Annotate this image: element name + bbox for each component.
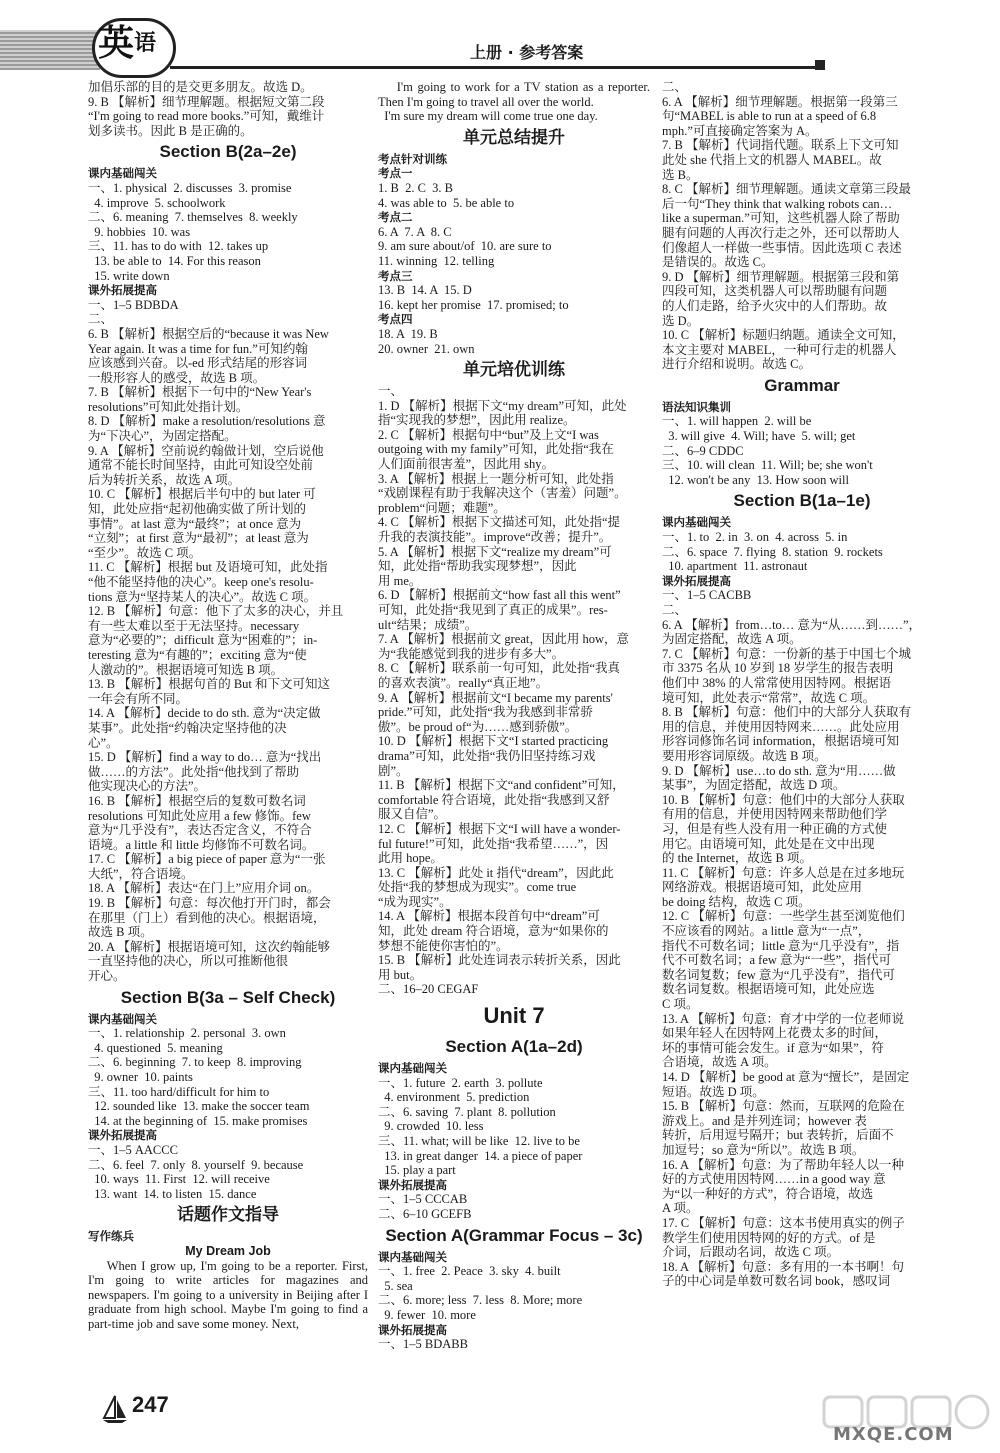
answer-line: 10. C 【解析】标题归纳题。通读全文可知， — [662, 328, 905, 343]
answer-line: 他们中 38% 的人常常使用因特网。根据语 — [662, 675, 892, 690]
essay-paragraph: When I grow up, I'm going to be a reporter. First, I'm going to write articles for magazines and newspapers. I'm going to a university in Beijing after I graduate from high school. Maybe I'm going to find a part-time job and save some money. Next, — [88, 1258, 368, 1331]
section-heading: 单元培优训练 — [463, 360, 565, 380]
answer-line: 一年会有所不同。 — [88, 691, 189, 706]
answer-line: 10. D 【解析】根据下文“I started practicing — [378, 734, 609, 749]
answer-line: 三、10. will clean 11. Will; be; she won't — [662, 458, 873, 473]
answer-line: 13. B 【解析】根据句首的 But 和下文可知这 — [88, 677, 331, 692]
subsection-label: 课外拓展提高 — [378, 1177, 447, 1192]
answer-line: 一、1. physical 2. discusses 3. promise — [88, 180, 292, 195]
answer-line: 的人们走路，给予火灾中的人们帮助。故 — [662, 298, 888, 313]
answer-line: 代不可数名词；a few 意为“一些”，指代可 — [662, 953, 892, 968]
answer-line: 二、6. saving 7. plant 8. pollution — [378, 1104, 556, 1119]
answer-line: 4. C 【解析】根据下文描述可知，此处指“提 — [378, 515, 621, 530]
section-heading: Section A(Grammar Focus – 3c) — [385, 1225, 643, 1245]
answer-line: 二、 — [662, 80, 688, 94]
answer-line: I'm sure my dream will come true one day. — [378, 109, 598, 124]
answer-line: 18. A 【解析】句意：多有用的一本书啊！句 — [662, 1259, 905, 1274]
answer-line: 8. D 【解析】make a resolution/resolutions 意 — [88, 414, 326, 429]
answer-line: 加逗号；so 意为“所以”。故选 B 项。 — [662, 1142, 865, 1157]
answer-line: 16. A 【解析】句意：为了帮助年轻人以一种 — [662, 1157, 905, 1172]
answer-line: 9. A 【解析】根据前文“I became my parents' — [378, 690, 613, 705]
answer-line: 数名词复数。根据语境可知，此处应选 — [662, 982, 875, 997]
answer-line: 用的信息，并使用因特网来……。此处应用 — [662, 719, 900, 734]
answer-line: C 项。 — [662, 997, 699, 1012]
answer-line: 如果年轻人在因特网上花费太多的时间， — [662, 1026, 888, 1041]
answer-line: 16. kept her promise 17. promised; to — [378, 297, 569, 312]
answer-line: 子的中心词是单数可数名词 book，感叹词 — [662, 1274, 891, 1289]
answer-line: 一直坚持他的决心，所以可推断他很 — [88, 954, 289, 969]
answer-line: tions 意为“坚持某人的决心”。故选 C 项。 — [88, 589, 317, 604]
answer-line: 17. C 【解析】句意：这本书使用真实的例子 — [662, 1215, 905, 1230]
subsection-label: 考点三 — [378, 268, 413, 283]
answer-line: 一、 — [378, 384, 404, 399]
answer-column-2 — [378, 80, 650, 1352]
answer-line: 11. C 【解析】根据 but 及语境可知，此处指 — [88, 560, 328, 575]
answer-line: 有一些太难以至于无法坚持。necessary — [88, 618, 300, 633]
answer-line: 语境。a little 和 little 均修饰不可数名词。 — [88, 837, 315, 852]
answer-line: 好的方式使用因特网……in a good way 意 — [662, 1172, 886, 1187]
answer-line: 人们面前很害羞”，因此用 shy。 — [378, 457, 555, 472]
answer-line: 的喜欢表演”。really“真正地”。 — [378, 675, 549, 690]
answer-line: 二、6. feel 7. only 8. yourself 9. because — [88, 1157, 304, 1172]
answer-line: Year again. It was a time for fun.”可知约翰 — [88, 341, 308, 356]
answer-line: 做……的方法”。此处指“他找到了帮助 — [88, 764, 300, 779]
answer-line: 人激动的”。根据语境可知选 B 项。 — [88, 662, 284, 677]
answer-line: 通常不能长时间坚持，由此可知设空处前 — [88, 458, 314, 473]
answer-line: 剧”。 — [378, 763, 409, 778]
answer-line: 用 but。 — [378, 967, 423, 982]
answer-line: 14. A 【解析】decide to do sth. 意为“决定做 — [88, 706, 321, 721]
subsection-label: 课外拓展提高 — [662, 573, 731, 588]
answer-line: 一、1. will happen 2. will be — [662, 414, 812, 429]
answer-line: 合语境，故选 A 项。 — [662, 1055, 777, 1070]
answer-line: 应该感到兴奋。以-ed 形式结尾的形容词 — [88, 356, 308, 371]
watermark-text: MXQE.COM — [833, 1424, 954, 1445]
answer-line: 知，此处 dream 符合语境，意为“如果你的 — [378, 924, 609, 939]
answer-line: 14. at the beginning of 15. make promises — [88, 1113, 308, 1128]
answer-line: 一、1–5 CCCAB — [378, 1192, 468, 1207]
answer-line: 选 B。 — [662, 167, 699, 182]
answer-line: 腿有问题的人再次行走之外，还可以帮助人 — [662, 225, 900, 240]
answer-line: 9. D 【解析】use…to do sth. 意为“用……做 — [662, 763, 896, 778]
answer-line: 三、11. has to do with 12. takes up — [88, 239, 269, 254]
subsection-label: 考点针对训练 — [378, 151, 447, 166]
answer-line: 3. A 【解析】根据上一题分析可知，此处指 — [378, 471, 614, 486]
answer-line: 12. won't be any 13. How soon will — [662, 472, 849, 487]
page-header — [0, 0, 1000, 78]
answer-line: 13. B 14. A 15. D — [378, 283, 472, 298]
answer-line: 17. C 【解析】a big piece of paper 意为“一张 — [88, 852, 326, 867]
answer-line: 15. play a part — [378, 1163, 456, 1178]
answer-line: drama”可知，此处指“我仍旧坚持练习戏 — [378, 748, 596, 763]
answer-line: 傲”。be proud of“为……感到骄傲”。 — [378, 719, 578, 734]
answer-line: 二、6. beginning 7. to keep 8. improving — [88, 1055, 302, 1070]
answer-line: 5. A 【解析】根据下文“realize my dream”可 — [378, 544, 612, 559]
answer-line: 二、6. space 7. flying 8. station 9. rockets — [662, 544, 883, 559]
answer-column-1 — [88, 80, 368, 1332]
answer-line: outgoing with my family”可知，此处指“我在 — [378, 442, 614, 457]
answer-line: be doing 结构，故选 C 项。 — [662, 894, 811, 909]
answer-line: 形容词修饰名词 information，根据语境可知 — [662, 734, 900, 749]
answer-line: like a superman.”可知，这些机器人除了帮助 — [662, 211, 900, 226]
answer-line: 某事”，为固定搭配，故选 D 项。 — [662, 778, 846, 793]
answer-line: 划多读书。因此 B 是正确的。 — [88, 123, 253, 138]
answer-line: 三、11. too hard/difficult for him to — [88, 1084, 270, 1099]
answer-line: 开心。 — [88, 969, 126, 984]
answer-line: 二、 — [88, 312, 114, 327]
answer-line: 一、1–5 BDABB — [378, 1337, 468, 1352]
answer-line: 此用 hope。 — [378, 851, 443, 866]
answer-line: 用它。由语境可知，此处是在文中出现 — [662, 836, 875, 851]
logo-stripes — [0, 30, 100, 70]
answer-column-3 — [662, 80, 942, 1289]
answer-line: 15. write down — [88, 268, 170, 283]
answer-line: 7. C 【解析】句意：一份新的基于中国七个城 — [662, 646, 911, 661]
subsection-label: 考点四 — [378, 312, 413, 327]
answer-line: 三、11. what; will be like 12. live to be — [378, 1134, 580, 1148]
answer-line: 14. D 【解析】be good at 意为“擅长”，是固定 — [662, 1070, 910, 1084]
answer-line: 处指“我的梦想成为现实”。come true — [378, 880, 577, 895]
answer-line: “I'm going to read more books.”可知，戴维计 — [88, 109, 325, 124]
answer-line: 指代不可数名词；little 意为“几乎没有”，指 — [662, 938, 900, 953]
answer-line: 二、6. more; less 7. less 8. More; more — [378, 1293, 583, 1308]
sailboat-icon — [100, 1394, 130, 1424]
answer-line: 11. C 【解析】句意：许多人总是在过多地玩 — [662, 865, 905, 880]
answer-line: 梦想不能使你害怕的”。 — [378, 938, 509, 953]
answer-line: 事情”。at last 意为“最终”；at once 意为 — [88, 516, 302, 531]
subsection-label: 课外拓展提高 — [88, 1128, 157, 1143]
section-heading: Section B(3a – Self Check) — [120, 987, 336, 1007]
header-title: 上册 · 参考答案 — [470, 43, 584, 62]
answer-line: 18. A 19. B — [378, 326, 438, 341]
section-heading: Section B(1a–1e) — [733, 491, 871, 511]
section-heading: Section B(2a–2e) — [159, 142, 297, 162]
answer-line: 短语。故选 D 项。 — [662, 1084, 765, 1099]
answer-line: 某事”。此处指“约翰决定坚持他的决 — [88, 720, 287, 735]
answer-line: 在那里（门上）看到他的决心。根据语境， — [88, 910, 326, 925]
answer-line: 5. sea — [378, 1278, 413, 1293]
subsection-label: 考点一 — [378, 166, 413, 181]
answer-line: 12. B 【解析】句意：他下了太多的决心，并且 — [88, 604, 344, 619]
answer-line: 大纸”，符合语境。 — [88, 866, 194, 881]
section-heading: 话题作文指导 — [177, 1205, 279, 1225]
section-heading: Section A(1a–2d) — [445, 1037, 583, 1057]
answer-line: 一般形容人的感受，故选 B 项。 — [88, 370, 266, 385]
answer-line: 15. D 【解析】find a way to do… 意为“找出 — [88, 750, 322, 765]
answer-line: 为“以一种好的方式”，符合语境，故选 — [662, 1186, 874, 1201]
answer-line: 9. hobbies 10. was — [88, 224, 191, 239]
answer-line: 7. A 【解析】根据前文 great，因此用 how，意 — [378, 632, 630, 647]
answer-line: 13. C 【解析】此处 it 指代“dream”，因此此 — [378, 865, 614, 880]
answer-line: 故选 B 项。 — [88, 925, 153, 940]
answer-line: 境可知，此处表示“常常”，故选 C 项。 — [662, 690, 876, 705]
answer-line: 一、1. relationship 2. personal 3. own — [88, 1026, 286, 1041]
answer-line: 6. A 7. A 8. C — [378, 224, 452, 239]
subsection-label: 课内基础闯关 — [88, 166, 157, 181]
answer-line: 9. B 【解析】细节理解题。根据短文第二段 — [88, 94, 325, 109]
answer-line: 们像超人一样做一些事情。因此选项 C 表述 — [662, 240, 902, 255]
section-heading: 单元总结提升 — [463, 127, 565, 147]
answer-line: 的 the Internet，故选 B 项。 — [662, 851, 812, 866]
answer-line: problem“问题；难题”。 — [378, 500, 506, 515]
answer-line: 一、1. free 2. Peace 3. sky 4. built — [378, 1264, 561, 1279]
subject-logo: 英$^语$ — [98, 23, 157, 64]
answer-line: 9. owner 10. paints — [88, 1070, 193, 1084]
page-number: 247 — [132, 1392, 169, 1417]
answer-line: mph.”可直接确定答案为 A。 — [662, 123, 818, 138]
answer-line: 8. C 【解析】细节理解题。通读文章第三段最 — [662, 182, 911, 197]
answer-line: 7. B 【解析】代词指代题。联系上下文可知 — [662, 138, 899, 153]
answer-line: 10. C 【解析】根据后半句中的 but later 可 — [88, 487, 316, 502]
answer-line: 二、6. meaning 7. themselves 8. weekly — [88, 210, 298, 225]
answer-line: A 项。 — [662, 1201, 699, 1216]
header-rule — [170, 66, 818, 69]
answer-line: 1. B 2. C 3. B — [378, 180, 454, 195]
answer-line: 四段可知，这类机器人可以帮助腿有问题 — [662, 284, 888, 299]
answer-line: 为“我能感觉到我的进步有多大”。 — [378, 646, 565, 661]
essay-title: My Dream Job — [185, 1243, 271, 1258]
answer-line: “至少”。故选 C 项。 — [88, 545, 202, 560]
answer-line: 句“MABEL is able to run at a speed of 6.8 — [662, 109, 877, 124]
answer-line: 一、1–5 CACBB — [662, 588, 752, 603]
answer-line: 网络游戏。根据语境可知，此处应用 — [662, 880, 863, 895]
subsection-label: 语法知识集训 — [662, 399, 731, 414]
answer-line: 11. winning 12. telling — [378, 253, 495, 268]
unit-heading: Unit 7 — [483, 1003, 545, 1029]
answer-line: 10. B 【解析】句意：他们中的大部分人获取 — [662, 792, 905, 807]
answer-line: 知，此处应指“起初他确实做了所计划的 — [88, 502, 307, 517]
subsection-label: 课内基础闯关 — [378, 1061, 447, 1076]
answer-line: 意为“必要的”；difficult 意为“困难的”；in- — [88, 633, 318, 648]
section-heading: Grammar — [764, 375, 840, 395]
answer-line: 13. in great danger 14. a piece of paper — [378, 1148, 583, 1163]
answer-line: 10. ways 11. First 12. will receive — [88, 1172, 270, 1187]
answer-line: 13. A 【解析】句意：育才中学的一位老师说 — [662, 1011, 905, 1026]
answer-line: 要用形容词原级。故选 B 项。 — [662, 748, 827, 763]
answer-line: 4. questioned 5. meaning — [88, 1040, 223, 1055]
answer-line: 市 3375 名从 10 岁到 18 岁学生的报告表明 — [662, 661, 894, 676]
answer-line: 教学生们使用因特网的好的方式。of 是 — [662, 1230, 876, 1245]
answer-line: 7. B 【解析】根据下一句中的“New Year's — [88, 385, 312, 400]
answer-line: 19. B 【解析】句意：每次他打开门时，都会 — [88, 896, 331, 911]
answer-line: 游戏上。and 是并列连词；however 表 — [662, 1113, 867, 1128]
answer-line: 15. B 【解析】句意：然而，互联网的危险在 — [662, 1099, 905, 1114]
answer-line: 此处 she 代指上文的机器人 MABEL。故 — [662, 152, 882, 167]
answer-line: teresting 意为“有趣的”；exciting 意为“使 — [88, 647, 307, 662]
answer-line: 数名词复数；few 意为“几乎没有”，指代可 — [662, 967, 895, 982]
answer-line: resolutions 可知此处应用 a few 修饰。few — [88, 808, 311, 823]
answer-line: 18. A 【解析】表达“在门上”应用介词 on。 — [88, 881, 320, 896]
answer-line: 11. B 【解析】根据下文“and confident”可知， — [378, 778, 625, 793]
answer-line: 升我的表演技能”。improve“改善；提升”。 — [378, 530, 612, 545]
essay-paragraph: I'm going to work for a TV station as a reporter. Then I'm going to travel all over the world. — [378, 80, 650, 109]
answer-line: 4. environment 5. prediction — [378, 1090, 530, 1105]
answer-line: “他不能坚持他的决心”。keep one's resolu- — [88, 575, 314, 589]
answer-line: 一、1. to 2. in 3. on 4. across 5. in — [662, 530, 848, 545]
answer-line: 后为转折关系，故选 A 项。 — [88, 472, 241, 487]
answer-line: 20. A 【解析】根据语境可知，这次约翰能够 — [88, 939, 331, 954]
answer-line: 用 me。 — [378, 573, 422, 588]
answer-line: 9. am sure about/of 10. are sure to — [378, 239, 552, 254]
answer-line: 13. want 14. to listen 15. dance — [88, 1186, 257, 1201]
answer-line: “成为现实”。 — [378, 894, 452, 909]
answer-line: 14. A 【解析】根据本段首句中“dream”可 — [378, 909, 600, 924]
answer-line: 是错误的。故选 C。 — [662, 255, 774, 270]
answer-line: 20. owner 21. own — [378, 341, 475, 356]
answer-line: 一、1–5 AACCC — [88, 1142, 178, 1157]
answer-line: 6. A 【解析】细节理解题。根据第一段第三 — [662, 94, 898, 109]
answer-line: 9. D 【解析】细节理解题。根据第三段和第 — [662, 269, 900, 284]
answer-line: 12. C 【解析】根据下文“I will have a wonder- — [378, 821, 621, 836]
answer-line: resolutions”可知此处指计划。 — [88, 399, 249, 414]
answer-line: 不应该看的网站。a little 意为“一点”， — [662, 924, 871, 939]
answer-line: comfortable 符合语境，此处指“我感到又舒 — [378, 792, 610, 807]
answer-line: 6. A 【解析】from…to… 意为“从……到……”， — [662, 617, 922, 632]
answer-line: 他实现决心的方法”。 — [88, 779, 207, 794]
answer-line: 15. B 【解析】此处连词表示转折关系，因此 — [378, 953, 621, 968]
subsection-label: 考点二 — [378, 210, 413, 225]
answer-line: pride.”可知，此处指“我为我感到非常骄 — [378, 705, 593, 720]
answer-line: 4. improve 5. schoolwork — [88, 195, 226, 210]
answer-line: 6. D 【解析】根据前文“how fast all this went” — [378, 588, 621, 603]
answer-line: 9. crowded 10. less — [378, 1119, 484, 1134]
answer-line: “立刻”；at first 意为“最初”；at least 意为 — [88, 531, 309, 546]
answer-line: 坏的事情可能会发生。if 意为“如果”，符 — [662, 1040, 884, 1055]
answer-line: 6. B 【解析】根据空后的“because it was New — [88, 326, 329, 341]
answer-line: 知，此处指“帮助我实现梦想”，因此 — [378, 559, 577, 574]
answer-line: 后一句“They think that walking robots can… — [662, 196, 893, 211]
answer-line: 一、1–5 BDBDA — [88, 297, 179, 312]
answer-line: 3. will give 4. Will; have 5. will; get — [662, 429, 856, 444]
answer-line: 二、6–10 GCEFB — [378, 1206, 472, 1221]
answer-line: 为固定搭配，故选 A 项。 — [662, 632, 802, 647]
header-square-icon — [815, 60, 825, 70]
answer-line: 本文主要对 MABEL，一种可行走的机器人 — [662, 342, 897, 357]
answer-line: ful future!”可知，此处指“我希望……”，因 — [378, 836, 609, 851]
answer-line: 选 D。 — [662, 313, 700, 328]
answer-line: “戏剧课程有助于我解决这个（害羞）问题”。 — [378, 486, 627, 501]
subsection-label: 课内基础闯关 — [378, 1249, 447, 1264]
answer-line: 介词，后跟动名词，故选 C 项。 — [662, 1245, 840, 1260]
answer-line: 8. C 【解析】联系前一句可知，此处指“我真 — [378, 661, 621, 676]
answer-line: ult“结果；成绩”。 — [378, 617, 478, 632]
answer-line: 10. apartment 11. astronaut — [662, 559, 808, 574]
answer-line: 一、1. future 2. earth 3. pollute — [378, 1075, 543, 1090]
answer-line: 指“实现我的梦想”，因此用 realize。 — [378, 413, 576, 428]
subsection-label: 课外拓展提高 — [88, 283, 157, 298]
answer-line: 有用的信息，并使用因特网来帮助他们学 — [662, 807, 888, 822]
answer-line: 二、16–20 CEGAF — [378, 982, 479, 997]
answer-line: 9. A 【解析】空前说约翰做计划，空后说他 — [88, 443, 324, 458]
answer-line: 心”。 — [88, 735, 119, 750]
answer-line: 9. fewer 10. more — [378, 1307, 476, 1322]
answer-line: 16. B 【解析】根据空后的复数可数名词 — [88, 793, 306, 808]
answer-line: 二、 — [662, 603, 688, 617]
answer-line: 服又自信”。 — [378, 807, 447, 822]
answer-line: 2. C 【解析】根据句中“but”及上文“I was — [378, 427, 599, 442]
answer-line: 为“下决心”，为固定搭配。 — [88, 429, 237, 444]
subsection-label: 写作练兵 — [88, 1229, 134, 1244]
answer-line: 可知，此处指“我见到了真正的成果”。res- — [378, 603, 608, 617]
answer-line: 1. D 【解析】根据下文“my dream”可知，此处 — [378, 398, 627, 413]
answer-line: 习，但是有些人没有用一种正确的方式使 — [662, 821, 888, 836]
answer-line: 13. be able to 14. For this reason — [88, 253, 261, 268]
answer-line: 8. B 【解析】句意：他们中的大部分人获取有 — [662, 705, 911, 720]
answer-line: 转折，后用逗号隔开；but 表转折，后面不 — [662, 1128, 894, 1143]
answer-line: 12. C 【解析】句意：一些学生甚至浏览他们 — [662, 909, 905, 924]
answer-line: 12. sounded like 13. make the soccer team — [88, 1099, 310, 1114]
subsection-label: 课内基础闯关 — [88, 1011, 157, 1026]
answer-line: 二、6–9 CDDC — [662, 443, 744, 458]
answer-line: 进行介绍和说明。故选 C。 — [662, 357, 811, 372]
subsection-label: 课外拓展提高 — [378, 1322, 447, 1337]
answer-line: 4. was able to 5. be able to — [378, 195, 515, 210]
answer-line: 加倡乐部的目的是交更多朋友。故选 D。 — [88, 80, 313, 94]
subsection-label: 课内基础闯关 — [662, 515, 731, 530]
answer-line: 意为“几乎没有”，表达否定含义，不符合 — [88, 823, 312, 838]
